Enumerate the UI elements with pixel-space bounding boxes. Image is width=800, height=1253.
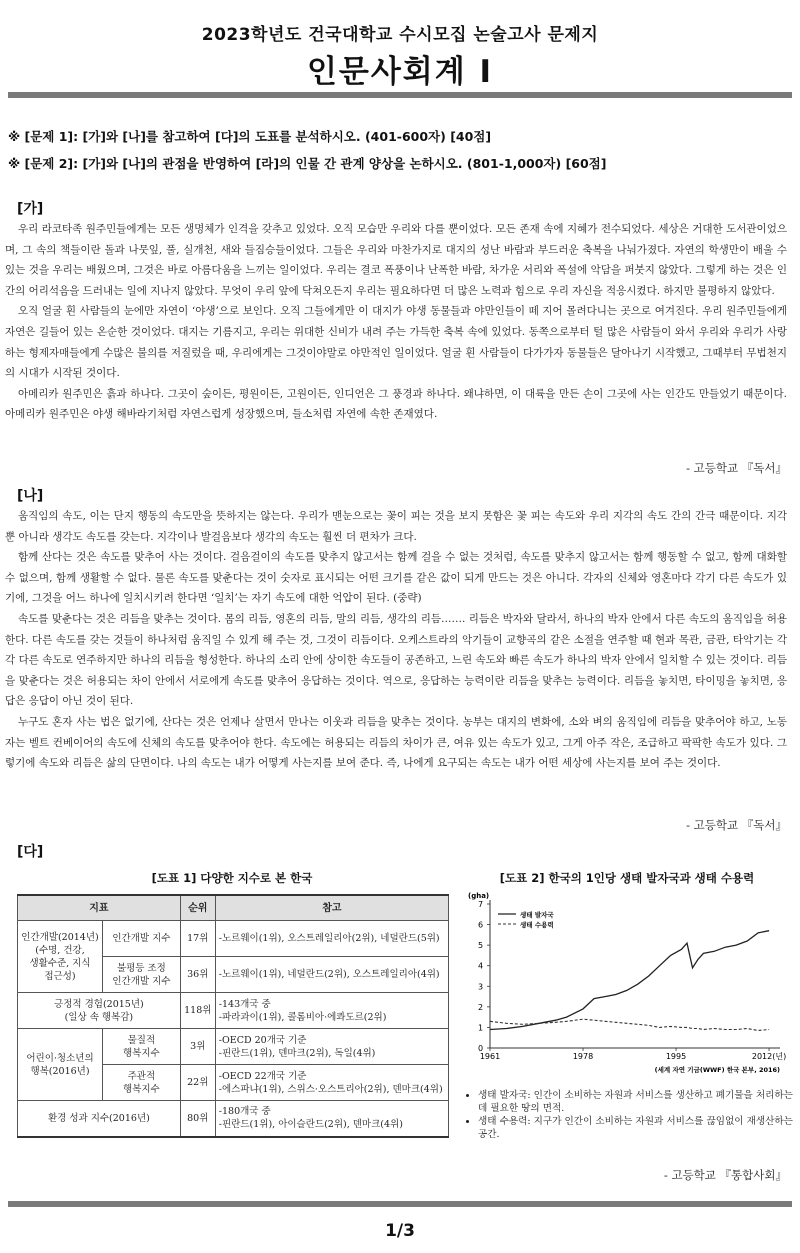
ga-paragraph-3: 아메리카 원주민은 흙과 하나다. 그곳이 숲이든, 평원이든, 고원이든, 인디언은 그 풍경과 하나다. 왜냐하면, 이 대륙을 만든 손이 그곳에 사는 인간도 만들었기 때문이다. 아메리카 원주민은 야생 해바라기처럼 자연스럽게 성장했으며, 들소처럼 자연에 속한 존재였다. [5,387,787,421]
section-na-source: - 고등학교 『독서』 [686,818,787,832]
table-row [18,921,449,957]
row-note: -OECD 20개국 기준 -핀란드(1위), 덴마크(2위), 독일(4위) [215,1029,448,1065]
row-sub: 환경 성과 지수(2016년) [18,1101,181,1137]
na-paragraph-2: 함께 산다는 것은 속도를 맞추어 사는 것이다. 걸음걸이의 속도를 맞추지 않고서는 함께 걸을 수 없는 것처럼, 속도를 맞추지 않고서는 함께 행동할 수 없고, 함께 대화할 수 없으며, 함께 생활할 수 없다. 물론 속도를 맞춘다는 것이 숫자로 표시되는 어떤 크기를 같은 값이 되게 만드는 것은 아니다. 각자의 신체와 영혼마다 각기 다른 속도가 있기에, 그것을 어느 하나에 일치시키려 한다면 ‘일치’는 자기 속도에 대한 억압이 된다. (중략) [5,551,787,605]
section-da-label: [다] [17,844,44,860]
y-tick-label: 4 [478,961,484,971]
na-paragraph-4: 누구도 혼자 사는 법은 없기에, 산다는 것은 언제나 살면서 만나는 이웃과 리듬을 맞추는 것이다. 농부는 대지의 변화에, 소와 벼의 움직임에 리듬을 맞추어야 하고, 노동자는 벨트 컨베이어의 속도에 신체의 속도를 맞추어야 한다. 속도에는 허용되는 리듬의 차이가 큰, 여유 있는 속도가 있고, 그게 아주 작은, 조급하고 팍팍한 속도가 있다. 그렇기에 속도와 리듬은 삶의 단면이다. 나의 속도는 내가 어떻게 사는지를 보여 준다. 즉, 나에게 요구되는 속도는 내가 어떤 세상에 사는지를 보여 주는 것이다. [5,715,787,770]
table-header-index: 지표 [18,895,181,921]
y-axis-unit: (gha) [468,892,490,900]
row-rank: 80위 [180,1101,215,1137]
x-tick-label: 1995 [665,1052,687,1061]
header-divider [8,92,792,98]
section-ga-source: - 고등학교 『독서』 [686,461,787,475]
note-capacity: • 생태 수용력: 지구가 인간이 소비하는 자원과 서비스를 끊임없이 재생산하는 공간. [478,1116,798,1141]
note-footprint: • 생태 발자국: 인간이 소비하는 자원과 서비스를 생산하고 폐기물을 처리하는 데 필요한 땅의 면적. [478,1090,798,1115]
row-note: -143개국 중 -파라과이(1위), 콜롬비아·에콰도르(2위) [215,993,448,1029]
group-human-development: 인간개발(2014년) (수명, 건강, 생활수준, 지식 접근성) [18,921,103,993]
question-2: ※ [문제 2]: [가]와 [나]의 관점을 반영하여 [라]의 인물 간 관계 양상을 논하시오. (801-1,000자) [60점] [8,156,607,171]
row-sub: 불평등 조정 인간개발 지수 [103,957,181,993]
section-da-source: - 고등학교 『통합사회』 [663,1168,787,1182]
footer-divider [8,1201,792,1207]
row-sub: 주관적 행복지수 [103,1065,181,1101]
row-rank: 3위 [180,1029,215,1065]
row-note: -180개국 중 -핀란드(1위), 아이슬란드(2위), 덴마크(4위) [215,1101,448,1137]
section-ga-label: [가] [17,201,44,217]
y-tick-label: 2 [478,1002,484,1012]
row-rank: 118위 [180,993,215,1029]
y-tick-label: 3 [478,982,484,992]
exam-title: 인문사회계 Ⅰ [306,54,494,90]
page-number: 1/3 [385,1221,415,1241]
y-tick-label: 7 [478,900,484,909]
legend-label: 생태 발자국 [520,911,554,919]
ga-paragraph-2: 오직 얼굴 흰 사람들의 눈에만 자연이 ‘야생’으로 보인다. 오직 그들에게만 이 대지가 야생 동물들과 야만인들이 떼 지어 몰려다니는 곳으로 여겨진다. 우리 원주민들에게 자연은 길들어 있는 온순한 것이었다. 대지는 기름지고, 우리는 위대한 신비가 내려 주는 가득한 축복 속에 있었다. 동쪽으로부터 털 많은 사람들이 와서 우리와 우리가 사랑하는 형제자매들에게 수많은 불의를 저질렀을 때, 우리에게는 그것이야말로 야만적인 일이었다. 얼굴 흰 사람들이 다가가자 동물들은 달아나기 시작했고, 그때부터 무법천지의 시대가 시작된 것이다. [5,305,787,380]
section-na-body [5,506,787,774]
row-sub: 물질적 행복지수 [103,1029,181,1065]
table-1-caption: [도표 1] 다양한 지수로 본 한국 [151,871,313,885]
table-row [18,1101,449,1137]
ecological-footprint-chart [462,888,792,1086]
row-rank: 36위 [180,957,215,993]
y-tick-label: 6 [478,920,484,930]
row-sub: 긍정적 경험(2015년) (일상 속 행복감) [18,993,181,1029]
row-note: -노르웨이(1위), 오스트레일리아(2위), 네덜란드(5위) [215,921,448,957]
chart-notes [464,1090,798,1142]
row-rank: 22위 [180,1065,215,1101]
row-note: -OECD 22개국 기준 -에스파냐(1위), 스위스·오스트리아(2위), 덴마크(4위) [215,1065,448,1101]
na-paragraph-1: 움직임의 속도, 이는 단지 행동의 속도만을 뜻하지는 않는다. 우리가 맨눈으로는 꽃이 피는 것을 보지 못함은 꽃 피는 속도와 우리 지각의 속도 간의 간극 때문이다. 지각뿐 아니라 생각도 속도를 갖는다. 지각이나 발걸음보다 생각의 속도는 훨씬 더 편차가 크다. [5,510,787,543]
table-row [18,1029,449,1065]
exam-subtitle: 2023학년도 건국대학교 수시모집 논술고사 문제지 [201,25,599,45]
footprint-series-line [490,931,769,1030]
row-sub: 인간개발 지수 [103,921,181,957]
chart-2-caption: [도표 2] 한국의 1인당 생태 발자국과 생태 수용력 [499,871,755,885]
row-rank: 17위 [180,921,215,957]
table-header-rank: 순위 [180,895,215,921]
ga-paragraph-1: 우리 라코타족 원주민들에게는 모든 생명체가 인격을 갖추고 있었다. 오직 모습만 우리와 다를 뿐이었다. 모든 존재 속에 지혜가 전수되었다. 세상은 거대한 도서관이었으며, 그 속의 책들이란 돌과 나뭇잎, 풀, 실개천, 새와 들짐승들이었다. 그들은 우리와 마찬가지로 대지의 성난 바람과 부드러운 축복을 나눠가졌다. 자연의 학생만이 배울 수 있는 것을 우리는 배웠으며, 그것은 바로 아름다움을 느끼는 일이었다. 우리는 결코 폭풍이나 난폭한 바람, 차가운 서리와 폭설에 악담을 퍼붓지 않았다. 그렇게 하는 것은 인간의 어리석음을 드러내는 일에 지나지 않았다. 무엇이 우리 앞에 닥쳐오든지 우리는 필요하다면 더 많은 노력과 힘으로 우리 자신을 적응시켰다. 하지만 불평하지 않았다. [5,223,787,297]
legend-label: 생태 수용력 [520,921,554,929]
index-table [17,894,449,1138]
section-ga-body [5,219,787,425]
y-tick-label: 5 [478,941,484,951]
row-note: -노르웨이(1위), 네덜란드(2위), 오스트레일리아(4위) [215,957,448,993]
x-tick-label: 1961 [479,1052,501,1061]
y-tick-label: 0 [478,1044,484,1053]
table-header-note: 참고 [215,895,448,921]
y-tick-label: 1 [478,1023,484,1033]
x-tick-label: 1978 [572,1052,594,1061]
table-row [18,993,449,1029]
question-1: ※ [문제 1]: [가]와 [나]를 참고하여 [다]의 도표를 분석하시오. (401-600자) [40점] [8,129,492,144]
group-youth-happiness: 어린이·청소년의 행복(2016년) [18,1029,103,1101]
chart-source-note: (세계 자연 기금(WWF) 한국 본부, 2016) [654,1066,780,1074]
x-tick-label: 2012(년) [751,1052,787,1061]
na-paragraph-3: 속도를 맞춘다는 것은 리듬을 맞추는 것이다. 몸의 리듬, 영혼의 리듬, 말의 리듬, 생각의 리듬……. 리듬은 박자와 달라서, 하나의 박자 안에서 다른 속도의 움직임을 허용한다. 다른 속도를 갖는 것들이 하나처럼 움직일 수 있게 해 주는 것, 그것이 리듬이다. 오케스트라의 악기들이 교향곡의 같은 소절을 연주할 때 현과 목관, 금관, 타악기는 각각 다른 속도로 연주하지만 하나의 리듬을 형성한다. 하나의 소리 안에 상이한 속도들이 공존하고, 느린 속도와 빠른 속도가 하나의 박자 안에서 일치할 수 있는 것이다. 리듬을 맞춘다는 것은 허용되는 차이 안에서 서로에게 속도를 맞추어 응답하는 것이다. 역으로, 응답하는 능력이란 리듬을 맞추는 능력이다. 리듬을 놓치면, 타이밍을 놓치면, 응답은 응답이 아닌 것이 된다. [5,612,787,708]
section-na-label: [나] [17,488,44,504]
